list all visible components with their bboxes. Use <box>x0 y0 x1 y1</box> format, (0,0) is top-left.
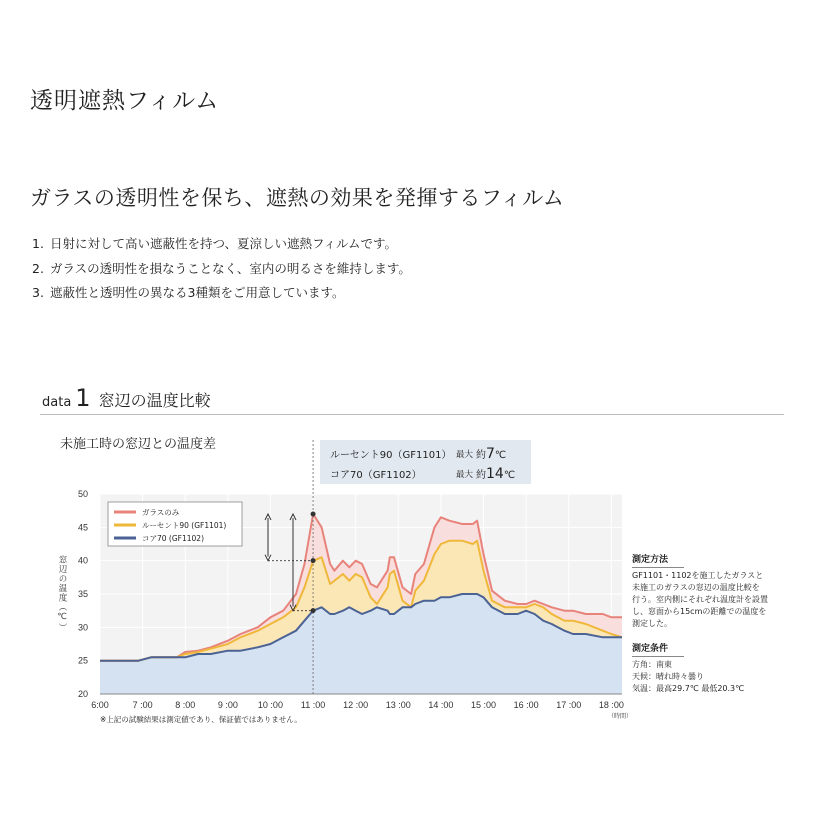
x-tick-label: 12 :00 <box>343 700 369 710</box>
callout-max-label: 最大 <box>456 470 474 480</box>
callout-unit: ℃ <box>503 470 516 481</box>
callout-number: 14 <box>486 466 504 482</box>
callout-value <box>476 446 506 462</box>
legend-label-glass: ガラスのみ <box>142 508 180 517</box>
callout-product-name: ルーセント90（GF1101） <box>330 450 452 461</box>
callout-row-core <box>330 466 530 481</box>
callout-number: 7 <box>486 446 495 462</box>
page-subtitle: ガラスの透明性を保ち、遮熱の効果を発揮するフィルム <box>30 186 565 210</box>
callout-unit: ℃ <box>494 450 507 461</box>
feature-point-number: 1. <box>32 236 44 251</box>
x-tick-label: 8 :00 <box>175 700 196 710</box>
max-difference-callout <box>320 440 531 484</box>
x-tick-label: 15 :00 <box>470 700 497 710</box>
legend-label-core: コア70 (GF1102) <box>142 534 204 543</box>
x-tick-label: 9 :00 <box>217 700 238 710</box>
feature-point-text: 遮蔽性と透明性の異なる3種類をご用意しています。 <box>50 285 345 300</box>
section-title: 窓辺の温度比較 <box>98 391 211 410</box>
method-line: 行う。室内側にそれぞれ温度計を設置 <box>632 595 768 604</box>
x-tick-label: 11 :00 <box>300 700 326 710</box>
y-tick-label: 20 <box>77 689 88 699</box>
y-axis-label: 窓辺の温度（℃） <box>57 555 67 633</box>
chart-subtitle: 未施工時の窓辺との温度差 <box>60 437 217 452</box>
section-number: 1 <box>75 384 91 412</box>
callout-max-label: 最大 <box>456 450 474 460</box>
page-title: 透明遮熱フィルム <box>30 88 220 114</box>
method-line: 未施工のガラスの窓辺の温度比較を <box>632 583 760 592</box>
callout-row-lucent <box>330 446 530 461</box>
conditions-heading: 測定条件 <box>632 641 684 657</box>
x-unit-label: （時間） <box>607 713 633 720</box>
condition-line: 方角：南東 <box>632 660 672 669</box>
y-tick-label: 30 <box>77 622 88 633</box>
x-tick-label: 17 :00 <box>556 700 582 710</box>
callout-product-name: コア70（GF1102） <box>330 470 422 481</box>
method-text <box>632 570 772 630</box>
x-tick-label: 6:00 <box>91 700 109 710</box>
legend <box>108 502 242 546</box>
x-tick-label: 13 :00 <box>385 700 411 710</box>
x-tick-label: 16 :00 <box>513 700 539 710</box>
x-tick-label: 7 :00 <box>132 700 153 710</box>
condition-line: 気温：最高29.7℃ 最低20.3℃ <box>632 684 745 693</box>
y-tick-label: 25 <box>77 655 88 666</box>
method-heading: 測定方法 <box>632 552 684 568</box>
footnote: ※上記の試験結果は測定値であり、保証値ではありません。 <box>100 715 302 724</box>
method-line: GF1101・1102を施工したガラスと <box>632 571 764 580</box>
y-tick-label: 45 <box>77 522 88 533</box>
feature-point-text: ガラスの透明性を損なうことなく、室内の明るさを維持します。 <box>50 261 411 276</box>
x-tick-label: 10 :00 <box>257 700 283 710</box>
method-line: 測定した。 <box>632 619 672 628</box>
condition-line: 天候：晴れ時々曇り <box>632 672 704 681</box>
x-tick-label: 14 :00 <box>428 700 454 710</box>
callout-approx: 約 <box>476 450 486 461</box>
x-tick-label: 18 :00 <box>598 700 624 710</box>
method-line: し、窓面から15cmの距離での温度を <box>632 607 767 616</box>
callout-value <box>476 466 515 482</box>
section-data-label: data <box>42 395 72 410</box>
legend-label-lucent: ルーセント90 (GF1101) <box>142 521 227 530</box>
feature-point-number: 2. <box>32 261 44 276</box>
y-tick-label: 35 <box>77 589 88 599</box>
feature-point-number: 3. <box>32 285 44 300</box>
highlight-point <box>311 512 316 517</box>
callout-approx: 約 <box>476 470 486 481</box>
y-tick-label: 40 <box>77 555 88 566</box>
feature-point-text: 日射に対して高い遮蔽性を持つ、夏涼しい遮熱フィルムです。 <box>50 236 398 251</box>
conditions-text <box>632 659 772 695</box>
y-tick-label: 50 <box>77 489 88 499</box>
